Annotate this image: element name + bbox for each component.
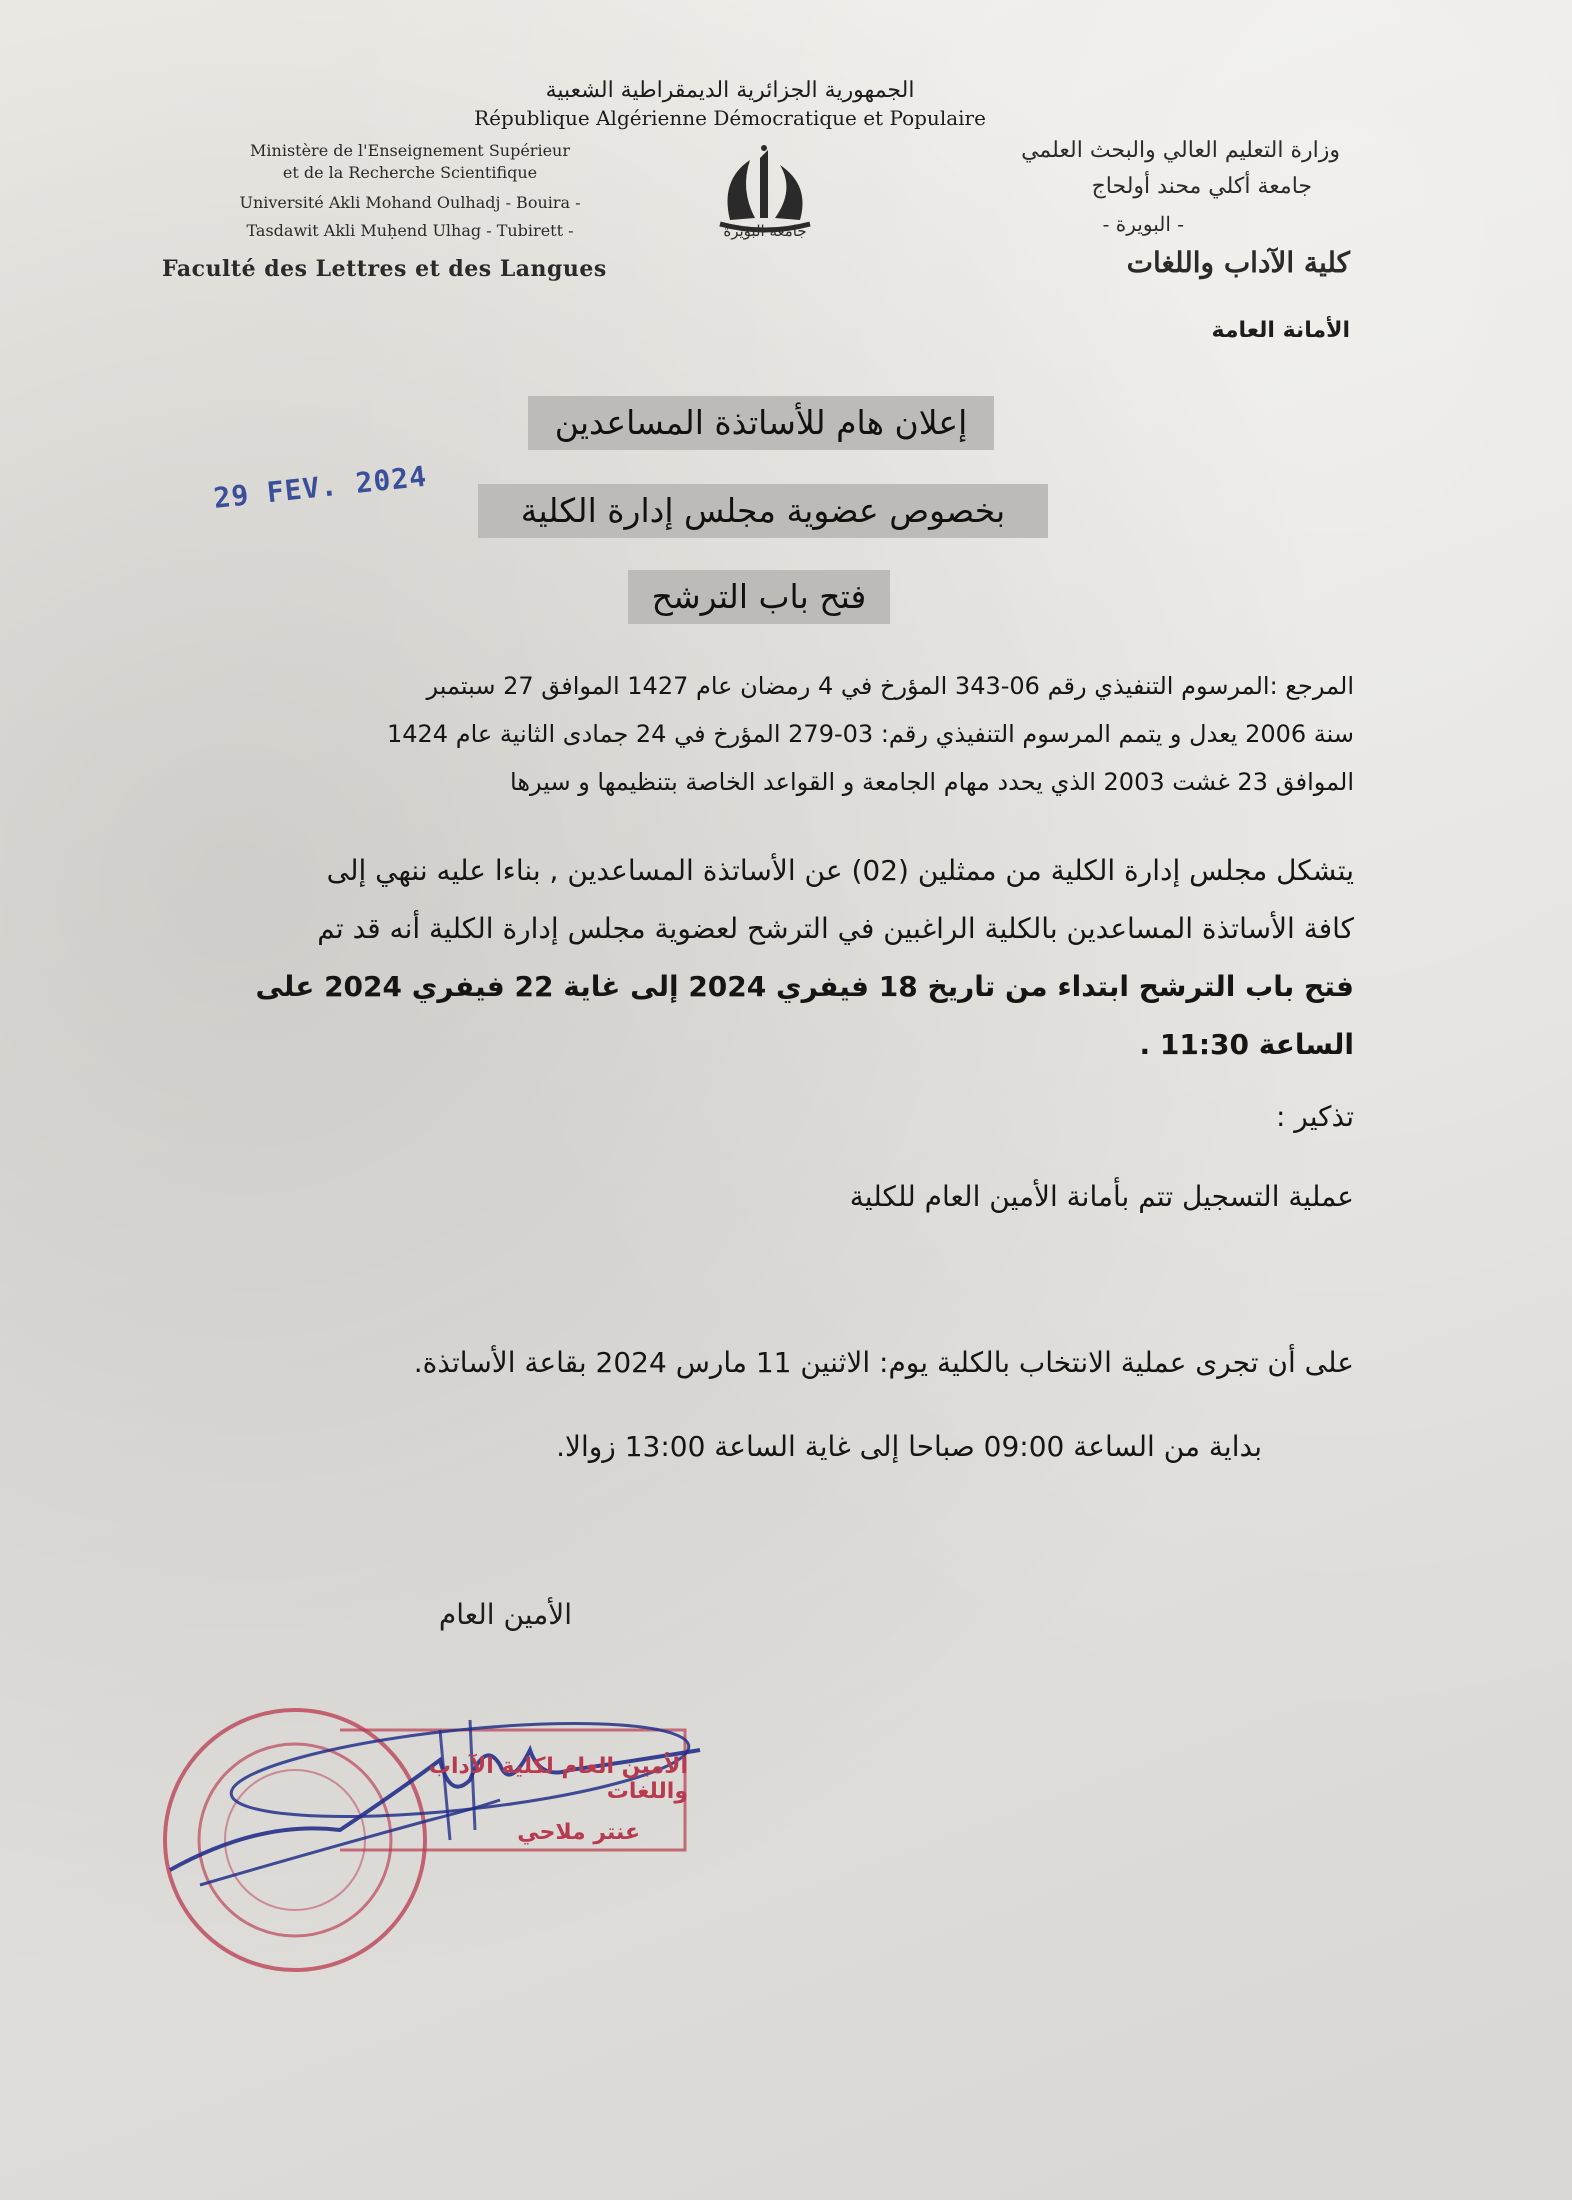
election-date-line: على أن تجرى عملية الانتخاب بالكلية يوم: الاثنين 11 مارس 2024 بقاعة الأساتذة.: [413, 1346, 1354, 1379]
reminder-label: تذكير :: [1275, 1100, 1354, 1133]
republic-french: République Algérienne Démocratique et Populaire: [474, 106, 986, 130]
announcement-title: إعلان هام للأساتذة المساعدين: [528, 396, 994, 450]
body-line-2: كافة الأساتذة المساعدين بالكلية الراغبين في الترشح لعضوية مجلس إدارة الكلية أنه قد تم: [317, 912, 1354, 945]
body-line-1: يتشكل مجلس إدارة الكلية من ممثلين (02) عن الأساتذة المساعدين , بناءا عليه ننهي إلى: [326, 854, 1354, 887]
body-paragraph: [194, 842, 1354, 1074]
body-line-3: فتح باب الترشح ابتداء من تاريخ 18 فيفري 2024 إلى غاية 22 فيفري 2024 على: [255, 970, 1354, 1003]
city-arabic: - البويرة -: [1102, 212, 1184, 236]
faculty-arabic: كلية الآداب واللغات: [1126, 246, 1350, 279]
faculty-french: Faculté des Lettres et des Langues: [162, 256, 607, 282]
ministry-arabic: وزارة التعليم العالي والبحث العلمي: [1021, 138, 1340, 163]
secretary-general-label: الأمين العام: [438, 1598, 572, 1631]
body-line-4: الساعة 11:30 .: [1139, 1028, 1354, 1061]
university-tamazight: Tasdawit Akli Muḥend Ulhag - Tubirett -: [246, 221, 574, 240]
stamp-name: عنتر ملاحي: [517, 1820, 640, 1845]
reference-line-3: الموافق 23 غشت 2003 الذي يحدد مهام الجامعة و القواعد الخاصة بتنظيمها و سيرها: [510, 768, 1354, 796]
received-date-stamp: 29 FEV. 2024: [212, 459, 429, 515]
reference-line-2: سنة 2006 يعدل و يتمم المرسوم التنفيذي رقم: 03-279 المؤرخ في 24 جمادى الثانية عام 1424: [387, 720, 1354, 748]
registration-note: عملية التسجيل تتم بأمانة الأمين العام للكلية: [849, 1180, 1354, 1213]
ministry-french-line1: Ministère de l'Enseignement Supérieur: [250, 141, 570, 160]
ministry-french-line2: et de la Recherche Scientifique: [282, 163, 538, 182]
university-arabic: جامعة أكلي محند أولحاج: [1091, 174, 1312, 199]
election-time-line: بداية من الساعة 09:00 صباحا إلى غاية الساعة 13:00 زوالا.: [556, 1430, 1262, 1463]
logo-caption: جامعة البويرة: [723, 222, 807, 240]
university-french: Université Akli Mohand Oulhadj - Bouira -: [239, 193, 581, 212]
secretariat-label: الأمانة العامة: [1211, 318, 1350, 343]
republic-arabic: الجمهورية الجزائرية الديمقراطية الشعبية: [545, 78, 915, 103]
announcement-subtitle: بخصوص عضوية مجلس إدارة الكلية: [478, 484, 1048, 538]
reference-line-1: المرجع :المرسوم التنفيذي رقم 06-343 المؤرخ في 4 رمضان عام 1427 الموافق 27 سبتمبر: [426, 672, 1354, 700]
announcement-heading-candidacy: فتح باب الترشح: [628, 570, 890, 624]
stamp-title: الأمين العام لكلية الآداب واللغات: [428, 1754, 688, 1804]
reference-paragraph: [214, 662, 1354, 806]
